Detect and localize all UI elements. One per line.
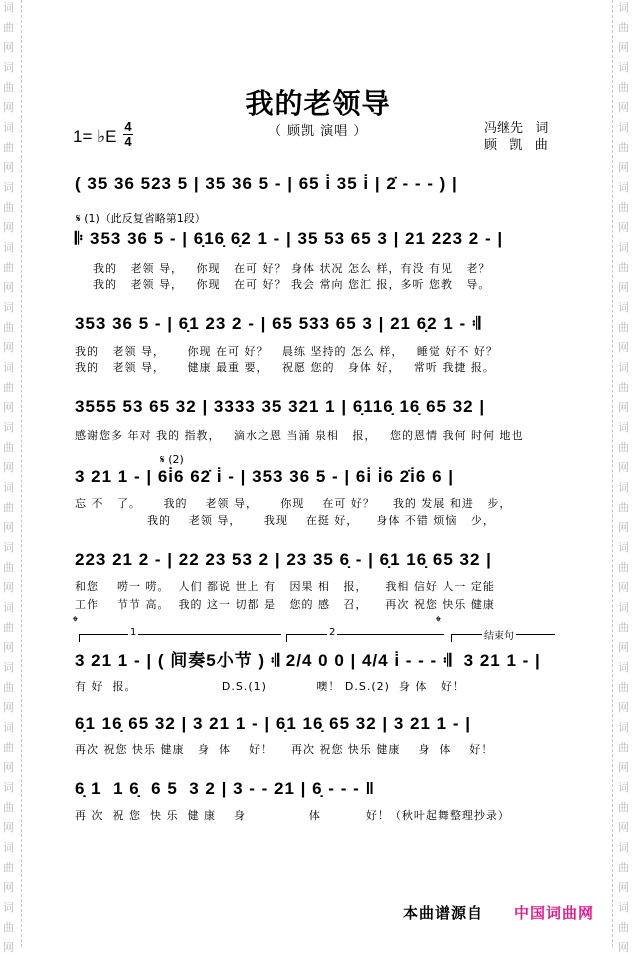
watermark-char: 网 bbox=[3, 521, 14, 534]
score-line-6 bbox=[75, 650, 575, 678]
watermark-char: 网 bbox=[618, 221, 629, 234]
lyric-verse1: 我的 老领 导， 你现 在可 好？ 晨练 坚持的 怎么 样， 睡觉 好不 好？ bbox=[75, 345, 498, 358]
watermark-char: 曲 bbox=[3, 201, 14, 214]
notes: ( 35 36 523 5 | 35 36 5 - | 65 i̇ 35 i̇ | 2̇ - - - ) | bbox=[75, 174, 458, 193]
watermark-char: 曲 bbox=[3, 861, 14, 874]
score-line-5 bbox=[75, 549, 575, 577]
watermark-char: 词 bbox=[618, 421, 629, 434]
site-name-link[interactable]: 中国词曲网 bbox=[514, 904, 595, 922]
lyric-verse2: 我的 老领 导， 我现 在挺 好， 身体 不错 烦恼 少， bbox=[75, 514, 495, 527]
volta-bracket-2 bbox=[286, 627, 444, 642]
coda-icon: 𝄌 bbox=[436, 614, 441, 630]
watermark-char: 曲 bbox=[618, 261, 629, 274]
volta-1-label: 1 bbox=[130, 627, 137, 638]
watermark-char: 网 bbox=[618, 881, 629, 894]
watermark-char: 网 bbox=[618, 641, 629, 654]
watermark-char: 网 bbox=[3, 161, 14, 174]
watermark-char: 网 bbox=[618, 581, 629, 594]
watermark-char: 词 bbox=[618, 721, 629, 734]
watermark-char: 网 bbox=[618, 341, 629, 354]
watermark-char: 曲 bbox=[3, 141, 14, 154]
watermark-char: 曲 bbox=[3, 681, 14, 694]
notes: 𝄆 353 36 5 - | 6̣16̣ 6̣2 1 - | 35 53 65 3 | 21 223 2 - | bbox=[75, 229, 504, 248]
watermark-char: 词 bbox=[3, 421, 14, 434]
score-line-4 bbox=[75, 466, 575, 494]
watermark-char: 网 bbox=[618, 821, 629, 834]
watermark-char: 网 bbox=[3, 221, 14, 234]
watermark-char: 曲 bbox=[618, 681, 629, 694]
watermark-char: 曲 bbox=[3, 561, 14, 574]
left-watermark-strip bbox=[0, 0, 20, 954]
watermark-char: 词 bbox=[3, 361, 14, 374]
watermark-char: 曲 bbox=[3, 21, 14, 34]
watermark-char: 词 bbox=[3, 841, 14, 854]
score-line-intro bbox=[75, 173, 575, 201]
lyric-verse2: 我的 老领 导， 健康 最重 要， 祝愿 您的 身体 好， 常听 我捷 报。 bbox=[75, 361, 495, 374]
watermark-char: 词 bbox=[618, 481, 629, 494]
watermark-char: 词 bbox=[618, 1, 629, 14]
watermark-char: 曲 bbox=[618, 741, 629, 754]
watermark-char: 词 bbox=[3, 481, 14, 494]
notes: 3555 53 65 32 | 3333 35 321 1 | 6̣116̣ 16̣ 65 32 | bbox=[75, 397, 486, 416]
watermark-char: 曲 bbox=[618, 621, 629, 634]
watermark-char: 网 bbox=[618, 461, 629, 474]
song-title: 我的老领导 bbox=[245, 87, 391, 120]
watermark-char: 曲 bbox=[3, 921, 14, 934]
coda-icon: 𝄌 bbox=[73, 614, 78, 630]
watermark-char: 网 bbox=[3, 941, 14, 954]
watermark-char: 曲 bbox=[3, 801, 14, 814]
notes: 223 21 2 - | 22 23 53 2 | 23 35 6̣ - | 6̣1 16̣ 65 32 | bbox=[75, 550, 492, 569]
watermark-char: 词 bbox=[3, 181, 14, 194]
watermark-char: 词 bbox=[3, 541, 14, 554]
watermark-char: 网 bbox=[3, 701, 14, 714]
watermark-char: 曲 bbox=[3, 621, 14, 634]
watermark-char: 词 bbox=[3, 241, 14, 254]
watermark-char: 网 bbox=[618, 401, 629, 414]
credits bbox=[484, 120, 548, 154]
watermark-char: 网 bbox=[618, 161, 629, 174]
watermark-char: 曲 bbox=[618, 921, 629, 934]
watermark-char: 曲 bbox=[3, 381, 14, 394]
score-line-8 bbox=[75, 778, 575, 806]
watermark-char: 词 bbox=[618, 181, 629, 194]
watermark-char: 网 bbox=[618, 41, 629, 54]
watermark-char: 网 bbox=[3, 101, 14, 114]
watermark-char: 词 bbox=[618, 241, 629, 254]
lyric-verse1: 和您 唠一 唠。 人们 都说 世上 有 因果 相 报， 我相 信好 人一 定能 bbox=[75, 580, 495, 593]
time-signature bbox=[123, 121, 133, 148]
watermark-char: 曲 bbox=[618, 801, 629, 814]
watermark-char: 词 bbox=[618, 601, 629, 614]
watermark-char: 网 bbox=[3, 581, 14, 594]
ending-label: 结束句 bbox=[482, 627, 516, 642]
watermark-char: 词 bbox=[618, 301, 629, 314]
source-label: 本曲谱源自 bbox=[403, 904, 484, 922]
watermark-char: 词 bbox=[3, 61, 14, 74]
watermark-char: 曲 bbox=[618, 201, 629, 214]
watermark-char: 曲 bbox=[3, 501, 14, 514]
watermark-char: 词 bbox=[3, 1, 14, 14]
key-signature: 1= ♭E bbox=[73, 127, 117, 146]
watermark-char: 网 bbox=[3, 341, 14, 354]
watermark-char: 网 bbox=[3, 41, 14, 54]
watermark-char: 网 bbox=[618, 701, 629, 714]
time-sig-top: 4 bbox=[124, 119, 132, 134]
watermark-char: 曲 bbox=[618, 441, 629, 454]
lyric-verse1: 再次 祝您 快乐 健康 身 体 好！ 再次 祝您 快乐 健康 身 体 好！ bbox=[75, 743, 494, 756]
lyric-verse2: 我的 老领 导， 你现 在可 好？ 我会 常向 您汇 报，多听 您教 导。 bbox=[93, 278, 491, 291]
watermark-char: 网 bbox=[618, 761, 629, 774]
watermark-char: 词 bbox=[3, 601, 14, 614]
watermark-char: 曲 bbox=[618, 381, 629, 394]
ending-bracket bbox=[451, 631, 555, 642]
watermark-char: 词 bbox=[618, 781, 629, 794]
segno-note-2: 𝄋 (2) bbox=[160, 453, 184, 466]
lyric-verse1: 我的 老领 导， 你现 在可 好？ 身体 状况 怎么 样，有没 有见 老？ bbox=[93, 262, 491, 275]
right-watermark-strip bbox=[616, 0, 636, 954]
watermark-char: 网 bbox=[3, 281, 14, 294]
watermark-char: 曲 bbox=[618, 861, 629, 874]
score-line-7 bbox=[75, 713, 575, 741]
watermark-char: 网 bbox=[3, 641, 14, 654]
notes: 3 21 1 - | 6i̇6 62̇ i̇ - | 353 36 5 - | 6i̇ i̇6 2̇i̇6 6 | bbox=[75, 467, 455, 486]
notes: 353 36 5 - | 6̣1 23 2 - | 65 533 65 3 | 21 6̣2 1 - 𝄇 bbox=[75, 314, 482, 333]
lyric-verse1: 再 次 祝 您 快 乐 健 康 身 体 好！（秋叶起舞整理抄录） bbox=[75, 809, 510, 822]
watermark-char: 词 bbox=[618, 661, 629, 674]
score-line-3 bbox=[75, 396, 575, 424]
time-sig-bottom: 4 bbox=[124, 134, 132, 149]
watermark-char: 词 bbox=[3, 121, 14, 134]
lyric-verse2: 工作 节节 高。 我的 这一 切都 是 您的 感 召， 再次 祝您 快乐 健康 bbox=[75, 598, 495, 611]
watermark-char: 曲 bbox=[3, 261, 14, 274]
composer-credit: 顾 凯 曲 bbox=[484, 138, 548, 153]
watermark-char: 网 bbox=[3, 401, 14, 414]
watermark-char: 曲 bbox=[618, 321, 629, 334]
watermark-char: 曲 bbox=[618, 561, 629, 574]
watermark-char: 词 bbox=[618, 541, 629, 554]
watermark-char: 曲 bbox=[618, 141, 629, 154]
lyric-verse1: 忘 不 了。 我的 老领 导， 你现 在可 好？ 我的 发展 和进 步， bbox=[75, 497, 512, 510]
segno-note-1: 𝄋 (1)（此反复省略第1段） bbox=[76, 212, 206, 225]
watermark-char: 网 bbox=[618, 941, 629, 954]
watermark-char: 曲 bbox=[3, 441, 14, 454]
dashed-border bbox=[21, 0, 22, 947]
performer-credit: （ 顾凯 演唱 ） bbox=[268, 124, 368, 139]
lyric-verse1: 有 好 报。 D.S.(1) 噢！ D.S.(2) 身 体 好！ bbox=[75, 680, 465, 693]
watermark-char: 词 bbox=[618, 61, 629, 74]
watermark-char: 曲 bbox=[618, 81, 629, 94]
watermark-char: 词 bbox=[3, 721, 14, 734]
watermark-char: 曲 bbox=[3, 741, 14, 754]
watermark-char: 词 bbox=[3, 301, 14, 314]
watermark-char: 词 bbox=[618, 361, 629, 374]
watermark-char: 网 bbox=[618, 521, 629, 534]
watermark-char: 词 bbox=[618, 901, 629, 914]
watermark-char: 网 bbox=[618, 101, 629, 114]
watermark-char: 词 bbox=[3, 661, 14, 674]
watermark-char: 网 bbox=[618, 281, 629, 294]
watermark-char: 网 bbox=[3, 461, 14, 474]
watermark-char: 词 bbox=[3, 901, 14, 914]
watermark-char: 曲 bbox=[618, 501, 629, 514]
watermark-char: 词 bbox=[618, 121, 629, 134]
volta-bracket-1 bbox=[79, 627, 281, 642]
lyricist-credit: 冯继先 词 bbox=[484, 121, 549, 136]
watermark-char: 词 bbox=[3, 781, 14, 794]
watermark-char: 网 bbox=[3, 821, 14, 834]
watermark-char: 曲 bbox=[3, 81, 14, 94]
notes: 3 21 1 - | ( 间奏5小节 ) 𝄇 2/4 0 0 | 4/4 i̇ - - - 𝄇 3 21 1 - | bbox=[75, 651, 541, 670]
lyric-verse1: 感谢您多 年对 我的 指教， 滴水之恩 当涌 泉相 报， 您的恩情 我何 时何 地也 bbox=[75, 429, 524, 442]
watermark-char: 网 bbox=[3, 761, 14, 774]
notes: 6̣ 1 1 6̣ 6 5 3 2 | 3 - - 21 | 6̣ - - - ‖ bbox=[75, 779, 375, 798]
dashed-border bbox=[612, 0, 613, 947]
score-line-1 bbox=[75, 228, 575, 256]
score-line-2 bbox=[75, 313, 575, 341]
notes: 6̣1 16̣ 65 32 | 3 21 1 - | 6̣1 16̣ 65 32 | 3 21 1 - | bbox=[75, 714, 471, 733]
volta-2-label: 2 bbox=[329, 627, 336, 638]
watermark-char: 曲 bbox=[618, 21, 629, 34]
watermark-char: 词 bbox=[618, 841, 629, 854]
watermark-char: 曲 bbox=[3, 321, 14, 334]
watermark-char: 网 bbox=[3, 881, 14, 894]
